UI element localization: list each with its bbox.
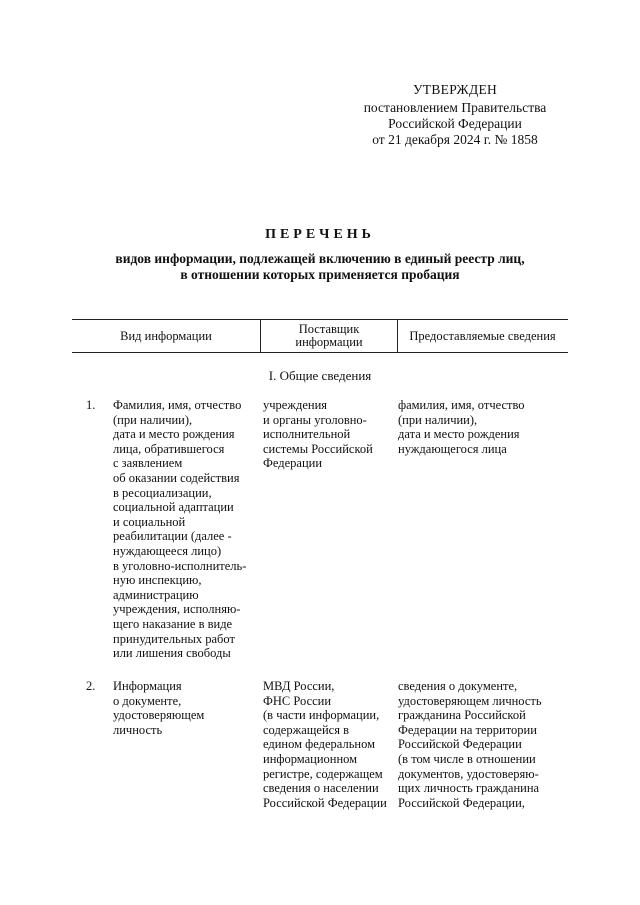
cell-text-line: в ресоциализации, bbox=[113, 485, 212, 500]
column-header-provider bbox=[260, 320, 398, 352]
row-info-type bbox=[113, 679, 263, 737]
cell-text-line: (в том числе в отношении bbox=[398, 751, 536, 766]
cell-text-line: и органы уголовно- bbox=[263, 412, 367, 427]
cell-text-line: удостоверяющем bbox=[113, 708, 205, 723]
approval-heading: УТВЕРЖДЕН bbox=[412, 82, 498, 97]
cell-text-line: нуждающегося лица bbox=[398, 441, 507, 456]
cell-text-line: о документе, bbox=[113, 693, 182, 708]
cell-text-line: системы Российской bbox=[263, 441, 373, 456]
cell-text-line: Российской Федерации bbox=[398, 737, 522, 752]
cell-text-line: (при наличии), bbox=[398, 412, 478, 427]
cell-text-line: информационном bbox=[263, 751, 358, 766]
cell-text-line: документов, удостоверяю- bbox=[398, 766, 539, 781]
cell-text-line: удостоверяющем личность bbox=[398, 693, 542, 708]
cell-text-line: принудительных работ bbox=[113, 631, 235, 646]
cell-text-line: содержащейся в bbox=[263, 722, 349, 737]
approval-line: от 21 декабря 2024 г. № 1858 bbox=[372, 132, 538, 147]
cell-text-line: лица, обратившегося bbox=[113, 441, 225, 456]
row-provided-data bbox=[398, 398, 568, 456]
row-provider bbox=[263, 679, 393, 810]
approval-line: постановлением Правительства bbox=[363, 100, 547, 115]
cell-text-line: дата и место рождения bbox=[398, 427, 520, 442]
cell-text-line: щих личность гражданина bbox=[398, 781, 540, 796]
cell-text-line: личность bbox=[113, 722, 163, 737]
approval-line: Российской Федерации bbox=[388, 116, 522, 131]
cell-text-line: администрацию bbox=[113, 587, 199, 602]
cell-text-line: сведения о документе, bbox=[398, 679, 518, 693]
subtitle-line: видов информации, подлежащей включению в единый реестр лиц, bbox=[115, 251, 525, 266]
cell-text-line: Федерации bbox=[263, 456, 323, 471]
section-heading: I. Общие сведения bbox=[268, 368, 372, 383]
cell-text-line: регистре, содержащем bbox=[263, 766, 383, 781]
cell-text-line: Фамилия, имя, отчество bbox=[113, 398, 242, 412]
cell-text-line: учреждения, исполняю- bbox=[113, 602, 241, 617]
approval-stamp bbox=[330, 82, 580, 148]
cell-text-line: ную инспекцию, bbox=[113, 573, 202, 588]
cell-text-line: социальной адаптации bbox=[113, 500, 234, 515]
table-header bbox=[72, 319, 568, 353]
cell-text-line: с заявлением bbox=[113, 456, 183, 471]
cell-text-line: и социальной bbox=[113, 514, 186, 529]
cell-text-line: Федерации на территории bbox=[398, 722, 537, 737]
document-title: ПЕРЕЧЕНЬ bbox=[265, 227, 375, 242]
cell-text-line: учреждения bbox=[263, 398, 328, 412]
column-header-provider-text: Поставщик информации bbox=[295, 322, 363, 349]
cell-text-line: дата и место рождения bbox=[113, 427, 235, 442]
cell-text-line: щего наказание в виде bbox=[113, 616, 233, 631]
cell-text-line: реабилитации (далее - bbox=[113, 529, 232, 544]
row-provider bbox=[263, 398, 393, 471]
cell-text-line: Российской Федерации, bbox=[398, 795, 525, 810]
cell-text-line: Российской Федерации bbox=[263, 795, 387, 810]
row-number: 2. bbox=[86, 679, 96, 693]
document-subtitle bbox=[60, 251, 580, 283]
cell-text-line: исполнительной bbox=[263, 427, 351, 442]
cell-text-line: сведения о населении bbox=[263, 781, 379, 796]
cell-text-line: в уголовно-исполнитель- bbox=[113, 558, 247, 573]
cell-text-line: (в части информации, bbox=[263, 708, 380, 723]
cell-text-line: фамилия, имя, отчество bbox=[398, 398, 525, 412]
cell-text-line: или лишения свободы bbox=[113, 646, 231, 661]
cell-text-line: (при наличии), bbox=[113, 412, 193, 427]
row-provided-data bbox=[398, 679, 568, 810]
subtitle-line: в отношении которых применяется пробация bbox=[180, 267, 460, 282]
row-number: 1. bbox=[86, 398, 96, 412]
cell-text-line: ФНС России bbox=[263, 693, 332, 708]
column-header-info-type: Вид информации bbox=[120, 328, 212, 343]
cell-text-line: гражданина Российской bbox=[398, 708, 526, 723]
cell-text-line: Информация bbox=[113, 679, 182, 693]
cell-text-line: едином федеральном bbox=[263, 737, 376, 752]
cell-text-line: МВД России, bbox=[263, 679, 335, 693]
cell-text-line: об оказании содействия bbox=[113, 470, 240, 485]
column-header-provided-data: Предоставляемые сведения bbox=[409, 328, 556, 343]
row-info-type bbox=[113, 398, 263, 661]
cell-text-line: нуждающееся лицо) bbox=[113, 543, 222, 558]
